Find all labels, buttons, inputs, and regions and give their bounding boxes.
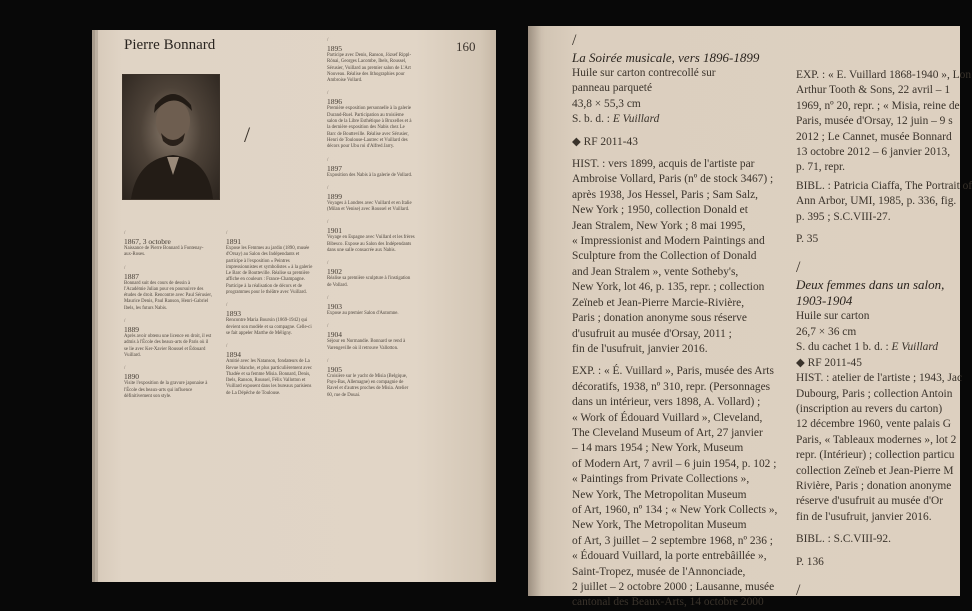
text-line: EXP. : « É. Vuillard », Paris, musée des Arts (572, 365, 774, 378)
text-line: Paris, « Tableaux modernes », lot 2 (796, 433, 957, 446)
entry-year: 1887 (124, 271, 139, 281)
entry-tick: / (226, 344, 228, 350)
entry-year: 1902 (327, 267, 342, 277)
entry-tick: / (327, 157, 329, 163)
text-line: Ann Arbor, UMI, 1985, p. 336, fig. (796, 195, 957, 208)
text-line: 12 décembre 1960, vente palais G (796, 418, 951, 431)
exhibition-block (572, 364, 790, 611)
text-line: of Art, 1960, nº 134 ; « New York Collects », (572, 503, 778, 516)
text-line: 2 juillet – 2 octobre 2000 ; Lausanne, musée (572, 581, 775, 593)
artwork-title-cont: 1903-1904 (796, 293, 853, 309)
signature-value: E Vuillard (891, 341, 939, 354)
text-line: HIST. : vers 1899, acquis de l'artiste par (572, 158, 755, 171)
entry-tick: / (327, 220, 329, 226)
catalog-column-2 (796, 68, 972, 600)
artwork-title: La Soirée musicale, vers 1896-1899 (572, 50, 760, 65)
text-line: New York, The Metropolitan Museum (572, 519, 747, 532)
entry-text: Croisière sur le yacht de Misia (Belgique, Pays-Bas, Allemagne) en compagnie de Ravel et d'autres proches de Misia. Atelier 60, rue de Douai. (327, 373, 409, 398)
page-reference: P. 35 (796, 233, 819, 246)
bibliography: BIBL. : S.C.VIII-92. (796, 533, 891, 546)
text-line: 1969, nº 20, repr. ; « Misia, reine de (796, 99, 960, 112)
entry-tick: / (327, 358, 329, 364)
artwork-signature (572, 112, 790, 127)
entry-tick: / (327, 261, 329, 267)
separator-slash: / (244, 122, 251, 147)
inventory-number: ◆ RF 2011-45 (796, 356, 862, 369)
entry-year: 1889 (124, 325, 139, 335)
entry-year: 1899 (327, 191, 342, 201)
entry-year: 1893 (226, 309, 241, 319)
text-line: Arthur Tooth & Sons, 22 avril – 1 (796, 84, 951, 97)
entry-tick: / (327, 38, 329, 43)
entry-year: 1905 (327, 364, 342, 374)
text-line: Ambroise Vollard, Paris (nº de stock 3467) ; (572, 173, 774, 186)
entry-year: 1894 (226, 350, 241, 360)
entry-text: Rencontre Maria Boursin (1869-1942) qui devient son modèle et sa compagne. Celle-ci se fait appeler Marthe de Méligny. (226, 318, 312, 336)
text-line: The Cleveland Museum of Art, 27 janvier (572, 426, 763, 439)
text-line: dans un intérieur, vers 1898, A. Vollard) ; (572, 396, 761, 409)
timeline-entry (124, 231, 212, 259)
entry-text: Réalise sa première sculpture à l'instigation de Vollard. (327, 276, 411, 288)
entry-text: Première exposition personnelle à la galerie Durand-Ruel. Participation au troisième salon de la Libre Esthétique à Bruxelles et à la dernière exposition des Nabis chez Le Barc de Boutteville. Réalise avec Sérusier, Henri de Toulouse-Lautrec et Vuillard des décors pour Ubu roi d'Alfred Jarry. (327, 106, 412, 150)
text-line: décoratifs, 1938, nº 310, repr. (Personnages (572, 380, 771, 393)
text-line: collection Zeïneb et Jean-Pierre M (796, 464, 954, 477)
text-line: of Art, 3 juillet – 2 septembre 1968, nº 236 ; (572, 534, 773, 547)
text-line: New York, lot 46, p. 135, repr. ; collection (572, 281, 765, 294)
separator-slash: / (796, 581, 801, 599)
text-line: EXP. : « E. Vuillard 1868-1940 », Lon (796, 69, 972, 81)
artwork-signature (796, 340, 966, 355)
entry-tick: / (124, 231, 126, 236)
signature-label: S. du cachet 1 b. d. : (796, 341, 892, 354)
artwork-medium: Huile sur carton contrecollé sur (572, 67, 716, 79)
catalog-column-1 (572, 32, 790, 611)
entry-tick: / (327, 295, 329, 301)
entry-text: Bonnard suit des cours de dessin à l'Académie Julian pour en poursuivre des études de droit. Rencontre avec Paul Sérusier, Maurice Denis, Paul Ranson, Henri-Gabriel Ibels, les futurs Nabis. (124, 280, 212, 311)
timeline-entry (327, 186, 415, 214)
signature-label: S. b. d. : (572, 113, 613, 126)
entry-text: Amitié avec les Natanson, fondateurs de La Revue blanche, et plus particulièrement avec Thadée et sa femme Misia. Bonnard, Denis, Ibels, Ranson, Roussel, Félix Vallotton et Vuillard exposent dans les bureaux parisiens de La Dépêche de Toulouse. (226, 359, 313, 396)
timeline-entry (327, 261, 415, 289)
page-reference: P. 136 (796, 555, 824, 568)
text-line: repr. (Intérieur) ; collection particu (796, 449, 955, 462)
text-line: réserve d'usufruit au musée d'Or (796, 495, 944, 508)
entry-text: Expose les Femmes au jardin (1890, musée d'Orsay) au Salon des Indépendants et participe à l'exposition « Peintres impressionnistes et symbolistes » à la galerie Le Barc de Boutteville. Réalise sa première affiche en couleurs : France-Champagne. Participe à la réalisation de décors et de programmes pour le théâtre avec Vuillard. (226, 246, 313, 296)
entry-tick: / (226, 231, 228, 236)
text-line: (inscription au revers du carton) (796, 402, 943, 415)
entry-tick: / (327, 324, 329, 330)
text-line: après 1938, Jos Hessel, Paris ; Sam Salz, (572, 188, 759, 201)
text-line: d'usufruit au musée d'Orsay, 2011 ; (572, 327, 732, 340)
page-number: 160 (456, 39, 476, 54)
bibliography-block (796, 179, 972, 225)
entry-year: 1897 (327, 163, 342, 173)
entry-tick: / (124, 319, 126, 325)
entry-year: 1901 (327, 226, 342, 236)
text-line: « Work of Édouard Vuillard », Cleveland, (572, 411, 763, 424)
portrait-photo (122, 74, 220, 200)
entry-text: Naissance de Pierre Bonnard à Fontenay-aux-Roses. (124, 246, 204, 258)
text-line: Jean Stralem, New York ; 8 mai 1995, (572, 219, 746, 232)
timeline-entry (124, 266, 212, 312)
timeline-entry (327, 359, 415, 399)
text-line: 2012 ; Le Cannet, musée Bonnard (796, 130, 952, 143)
entry-text: Expose au premier Salon d'Automne. (327, 310, 399, 316)
artwork-dimensions: 26,7 × 36 cm (796, 325, 857, 338)
artwork-medium-cont: panneau parqueté (572, 82, 653, 95)
separator-slash: / (572, 32, 577, 49)
entry-year: 1895 (327, 44, 342, 53)
entry-tick: / (124, 366, 126, 372)
entry-text: Exposition des Nabis à la galerie de Vollard. (327, 172, 413, 178)
entry-year: 1891 (226, 237, 241, 246)
text-line: Paris ; donation anonyme sous réserve (572, 312, 747, 325)
artwork-title: Deux femmes dans un salon, (796, 277, 945, 293)
right-page (528, 26, 972, 609)
text-line: Zeïneb et Jean-Pierre Marcie-Rivière, (572, 296, 745, 309)
history-block (796, 371, 966, 525)
entry-text: Séjour en Normandie. Bonnard se rend à Varengeville où il retrouve Vallotton. (327, 339, 406, 351)
timeline-entry (327, 296, 415, 317)
timeline-entry (327, 158, 415, 179)
text-line: New York ; 1950, collection Donald et (572, 204, 748, 217)
text-line: BIBL. : Patricia Ciaffa, The Portrait of (796, 179, 972, 192)
portrait-figure (123, 75, 219, 199)
text-line: Saint-Tropez, musée de l'Annonciade, (572, 565, 746, 578)
timeline-entry (327, 38, 415, 84)
history-block (572, 157, 790, 357)
text-line: fin de l'usufruit, janvier 2016. (796, 510, 932, 523)
entry-text: Visite l'exposition de la gravure japonaise à l'École des beaux-arts qui influence définitivement son style. (124, 381, 208, 399)
timeline-entry (327, 91, 415, 150)
timeline-column-3 (327, 38, 415, 406)
timeline-entry (124, 366, 212, 400)
text-line: Dubourg, Paris ; collection Antoin (796, 387, 953, 400)
text-line: fin de l'usufruit, janvier 2016. (572, 342, 708, 355)
signature-value: E Vuillard (612, 113, 660, 126)
left-page (98, 30, 496, 582)
entry-tick: / (226, 303, 228, 309)
page-title: Pierre Bonnard (124, 37, 216, 53)
text-line: p. 395 ; S.C.VIII-27. (796, 210, 891, 223)
entry-year: 1904 (327, 330, 342, 340)
artwork-medium: Huile sur carton (796, 310, 870, 323)
separator-slash: / (796, 259, 801, 277)
entry-year: 1896 (327, 97, 342, 107)
timeline-entry (226, 344, 314, 397)
exhibition-block-cont (796, 68, 972, 176)
entry-text: Voyages à Londres avec Vuillard et en Italie (Milan et Venise) avec Roussel et Vuillard. (327, 200, 412, 213)
text-line: cantonal des Beaux-Arts, 14 octobre 2000 (572, 596, 764, 609)
timeline-entry (327, 220, 415, 254)
text-line: 13 octobre 2012 – 6 janvier 2013, (796, 146, 951, 159)
text-line: Paris, musée d'Orsay, 12 juin – 9 s (796, 115, 953, 128)
text-line: « Édouard Vuillard, la porte entrebâillée », (572, 550, 767, 563)
timeline-entry (327, 324, 415, 352)
entry-tick: / (327, 185, 329, 191)
text-line: « Paintings from Private Collections », (572, 473, 750, 486)
timeline-entry (124, 319, 212, 359)
entry-year: 1903 (327, 301, 342, 311)
entry-year: 1890 (124, 372, 139, 382)
inventory-number: ◆ RF 2011-43 (572, 135, 638, 148)
entry-tick: / (327, 91, 329, 97)
timeline-column-2 (226, 231, 314, 404)
timeline-entry (226, 303, 314, 337)
text-line: of Modern Art, 7 avril – 6 juin 1954, p. 102 ; (572, 457, 777, 470)
entry-year: 1867, 3 octobre (124, 237, 171, 246)
text-line: « Impressionist and Modern Paintings and (572, 235, 765, 248)
text-line: New York, The Metropolitan Museum (572, 488, 747, 501)
artwork-dimensions: 43,8 × 55,3 cm (572, 97, 641, 110)
text-line: p. 71, repr. (796, 161, 846, 174)
text-line: – 14 mars 1954 ; New York, Museum (572, 442, 744, 455)
text-line: and Jean Stralem », vente Sotheby's, (572, 265, 739, 278)
text-line: HIST. : atelier de l'artiste ; 1943, Jac (796, 372, 963, 385)
entry-text: Participe avec Denis, Ranson, József Rippl-Rónai, Georges Lacombe, Ibels, Roussel, Sérusier, Vuillard au premier salon de L'Art Nouveau. Réalise des lithographies pour Ambroise Vollard. (327, 53, 412, 84)
entry-text: Après avoir obtenu une licence en droit, il est admis à l'École des beaux-arts de Paris où il se lie avec Ker-Xavier Roussel et Édouard Vuillard. (124, 334, 212, 358)
text-line: Rivière, Paris ; donation anonyme (796, 479, 952, 492)
entry-tick: / (124, 265, 126, 271)
timeline-column-1 (124, 231, 212, 407)
timeline-entry (226, 231, 314, 296)
text-line: Sculpture from the Collection of Donald (572, 250, 757, 263)
entry-text: Voyage en Espagne avec Vuillard et les frères Bibesco. Expose au Salon des Indépendants dans une salle consacrée aux Nabis. (327, 235, 415, 254)
